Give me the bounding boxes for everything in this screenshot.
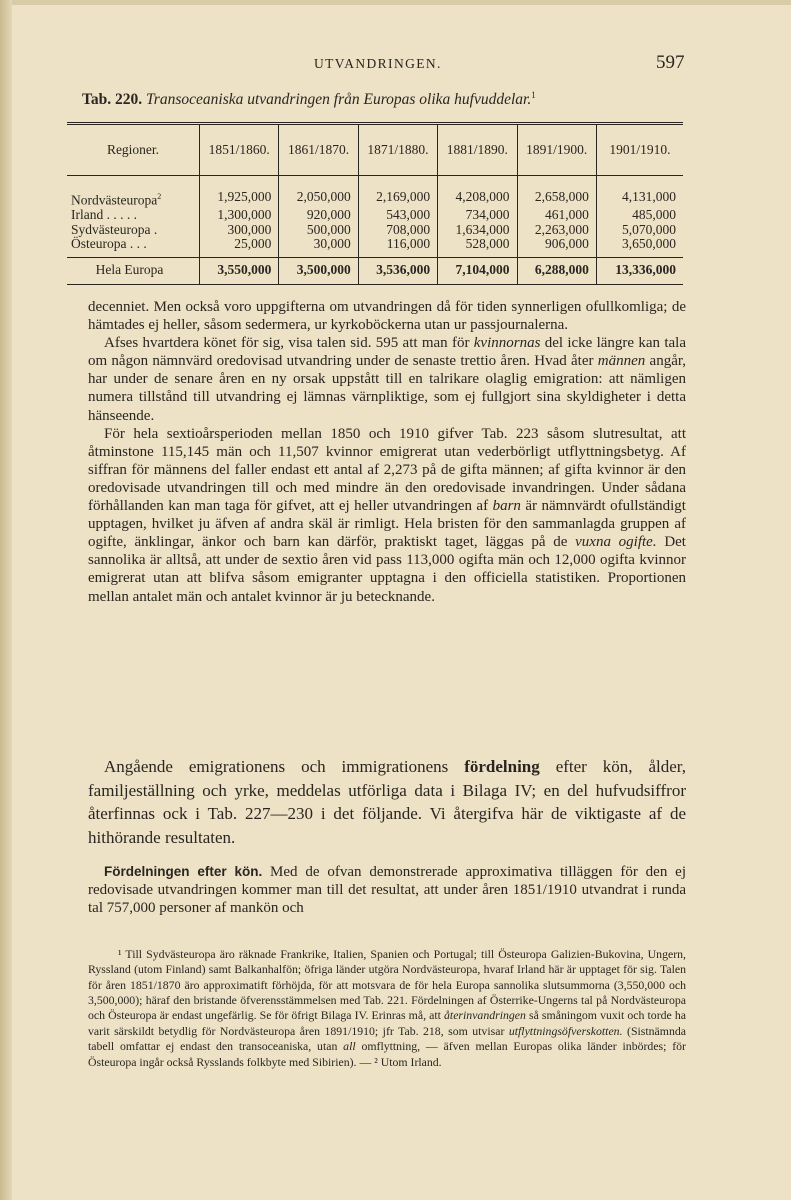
emphasis: barn	[492, 498, 521, 515]
table-row	[67, 190, 683, 208]
table-cell: 500,000	[279, 223, 358, 238]
table-cell: 30,000	[279, 237, 358, 257]
table-cell: 1,300,000	[200, 208, 279, 223]
table-cell: 906,000	[517, 237, 596, 257]
emphasis: vuxna ogifte.	[575, 534, 657, 551]
table-cell: 543,000	[358, 208, 437, 223]
emphasis: all	[343, 1039, 356, 1054]
header-row	[67, 124, 683, 176]
page-number: 597	[656, 52, 685, 73]
table-cell: 528,000	[438, 237, 517, 257]
spacer-row	[67, 176, 683, 191]
top-edge	[0, 0, 791, 5]
table-row	[67, 237, 683, 257]
bold-term: fördelning	[464, 757, 540, 776]
footnote	[88, 947, 686, 1070]
total-cell: 6,288,000	[517, 257, 596, 284]
col-header: 1881/1890.	[438, 124, 517, 176]
text-run: Afses hvartdera könet för sig, visa talen sid. 595 att man för	[104, 335, 474, 352]
table-cell: 300,000	[200, 223, 279, 238]
row-label: Östeuropa . . .	[71, 236, 147, 251]
row-label: Irland . . . . .	[71, 207, 137, 222]
table-cell: 4,131,000	[596, 190, 683, 208]
page-header	[0, 52, 791, 76]
text-run: För hela sextioårsperioden mellan 1850 och 1910 gifver Tab. 223 såsom slutresultat, att åtminstone 115,145 män och 11,507 kvinnor emigrerat utan vederbörligt utflyttningsbetyg. Af siffran för männens del faller endast ett antal af 2,273 på de gifta männen; af gifta kvinnor är den oredovisade utvandringen till och med mindre än den oredovisade invandringen. Under sådana förhållanden kan man taga för gifvet, att ej heller utvandringen af	[88, 425, 686, 515]
table-caption	[82, 90, 722, 109]
col-header: Regioner.	[67, 124, 200, 176]
total-label: Hela Europa	[67, 257, 200, 284]
table-row	[67, 208, 683, 223]
table-cell: 708,000	[358, 223, 437, 238]
text-run: efter kön, ålder, familjeställning och yrke, meddelas utförliga data i Bilaga IV; en del hufvudsiffror återfinnas ock i Tab. 227—230 i det följande. Vi återgifva här de viktigaste af de hithörande resultaten.	[88, 757, 686, 847]
text-run: omflyttning, — äfven mellan Europas olika länder inbördes; för Östeuropa ingår också Rysslands folkbyte med Sibirien). — ² Utom Irland.	[88, 1039, 686, 1069]
row-label: Sydvästeuropa .	[71, 221, 158, 237]
total-cell: 3,536,000	[358, 257, 437, 284]
text-run: är nämnvärdt ofullständigt upptagen, hvilket ju äfven af andra skäl är rimligt. Hela bristen för den sammanlagda gruppen af ogifte, änklingar, änkor och barn kan därför, praktiskt taget, läggas på de	[88, 498, 686, 551]
text-run: ¹ Till Sydvästeuropa äro räknade Frankrike, Italien, Spanien och Portugal; till Östeuropa Galizien-Bukovina, Ungern, Ryssland (utom Finland) samt Balkanhalfön; öfriga länder utgöra Nordvästeuropa, hvaraf Irland här är upptaget för sig. Talen för åren 1851/1870 äro approximatift förhöjda, för att motsvara de för hela Europa sannolika slutsummorna (3,550,000 och 3,500,000); häraf den bristande öfverensstämmelsen med Tab. 221. Fördelningen af Österrike-Ungerns tal på Nordvästeuropa och Östeuropa är endast ungefärlig. Se för öfrigt Bilaga IV. Erinras må, att	[88, 946, 686, 1023]
table-cell: 2,263,000	[517, 223, 596, 238]
table-label: Tab. 220.	[82, 91, 143, 109]
text-run: Angående emigrationens och immigrationens	[104, 757, 465, 776]
total-cell: 3,500,000	[279, 257, 358, 284]
table-cell: 2,658,000	[517, 190, 596, 208]
table-row	[67, 223, 683, 238]
emphasis: återinvandringen	[444, 1008, 526, 1023]
body-text	[88, 298, 686, 606]
running-head: UTVANDRINGEN.	[314, 56, 442, 71]
text-run: Det sannolika är alltså, att under de sextio åren vid pass 113,000 ogifta män och 12,000 ogifta kvinnor emigrerat utan att blifva såsom emigranter upptagna i den officiella statistiken. Proportionen mellan antalet män och antalet kvinnor är ju betecknande.	[88, 534, 686, 605]
total-row	[67, 257, 683, 284]
page-gutter	[0, 0, 12, 1200]
table-cell: 485,000	[596, 208, 683, 223]
text-run: del icke längre kan tala om någon nämnvärd oredovisad utvandring under de senaste trettio åren. Hvad åter	[88, 335, 686, 370]
total-cell: 7,104,000	[438, 257, 517, 284]
table-cell: 1,925,000	[200, 190, 279, 208]
col-header: 1871/1880.	[358, 124, 437, 176]
row-sup: 2	[157, 192, 162, 201]
col-header: 1851/1860.	[200, 124, 279, 176]
row-label-text: Nordvästeuropa	[71, 192, 158, 208]
text-run: Med de ofvan demonstrerade approximativa tilläggen för den ej redovisade utvandringen kommer man till det resultat, att under åren 1851/1910 utvandrat i runda tal 757,000 personer af mankön och	[88, 864, 686, 917]
row-label	[67, 190, 200, 208]
table-title: Transoceaniska utvandringen från Europas olika hufvuddelar.	[146, 91, 532, 109]
table-cell: 920,000	[279, 208, 358, 223]
col-header: 1861/1870.	[279, 124, 358, 176]
text-run: så småningom vuxit och torde ha varit särskildt betydlig för Nordvästeuropa åren 1891/1910; jfr Tab. 218, som utvisar	[88, 1008, 686, 1038]
col-header: 1901/1910.	[596, 124, 683, 176]
paragraph	[88, 425, 686, 606]
table-cell: 4,208,000	[438, 190, 517, 208]
emphasis: männen	[597, 353, 646, 370]
table-cell: 25,000	[200, 237, 279, 257]
emphasis: kvinnornas	[473, 335, 541, 352]
table-cell: 1,634,000	[438, 223, 517, 238]
table-cell: 3,650,000	[596, 237, 683, 257]
text-run: (Sistnämnda tabell omfattar ej endast den transoceaniska, utan	[88, 1023, 686, 1054]
total-cell: 13,336,000	[596, 257, 683, 284]
table-cell: 5,070,000	[596, 223, 683, 238]
table-cell: 734,000	[438, 208, 517, 223]
table-cell: 2,169,000	[358, 190, 437, 208]
section-heading: Fördelningen efter kön.	[104, 864, 263, 879]
lead-paragraph	[88, 755, 686, 849]
paragraph	[88, 334, 686, 424]
table-cell: 116,000	[358, 237, 437, 257]
emphasis: utflyttningsöfverskotten.	[508, 1023, 623, 1038]
table-cell: 2,050,000	[279, 190, 358, 208]
paragraph: decenniet. Men också voro uppgifterna om utvandringen då för tiden synnerligen ofullkomliga; de hämtades ej heller, såsom sedermera, ur kyrkoböckerna utan ur passjournalerna.	[88, 299, 686, 334]
table-cell: 461,000	[517, 208, 596, 223]
text-run: angår, har under de senare åren en ny orsak uppstått till en talrikare olaglig emigration: att nämligen numera tillstånd till utvandring ej lämnas värnpliktige, som ej fullgjort sina skyldigheter i detta hänseende.	[88, 353, 686, 424]
total-cell: 3,550,000	[200, 257, 279, 284]
col-header: 1891/1900.	[517, 124, 596, 176]
footnote-ref: 1	[531, 90, 536, 100]
emigration-table	[67, 122, 683, 285]
section-paragraph	[88, 863, 686, 918]
